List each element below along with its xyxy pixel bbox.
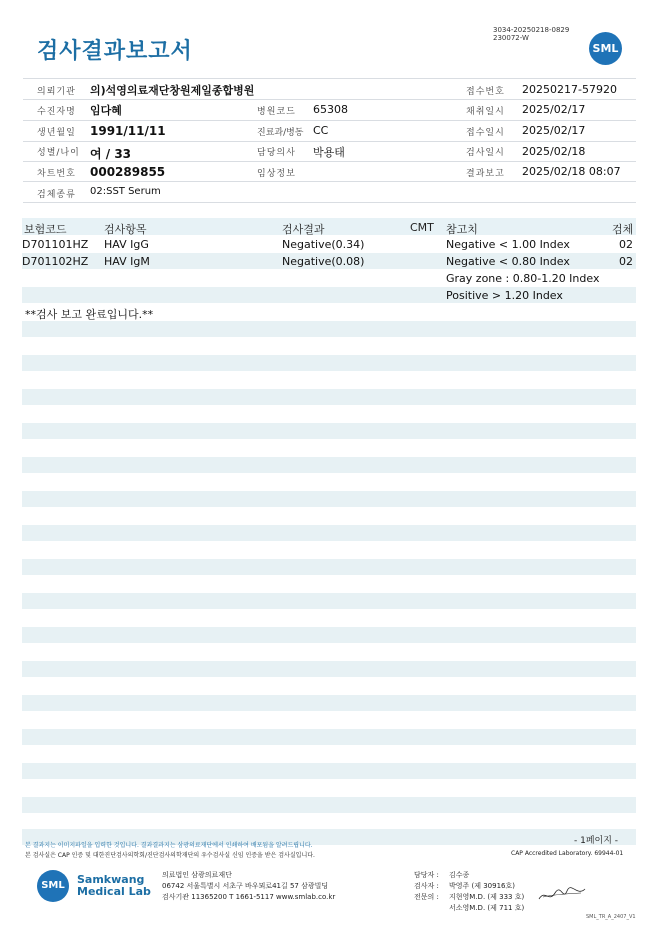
signature-icon bbox=[537, 885, 587, 905]
table-stripe bbox=[22, 525, 636, 541]
staff-values bbox=[449, 870, 524, 914]
cap-accreditation: CAP Accredited Laboratory. 69944-01 bbox=[511, 850, 624, 857]
staff3-value: 지현영M.D. (제 333 호) bbox=[449, 893, 525, 901]
receipt-date-value: 2025/02/17 bbox=[522, 124, 586, 137]
table-stripe bbox=[22, 321, 636, 337]
patient-label: 수진자명 bbox=[37, 107, 76, 117]
divider bbox=[23, 141, 636, 142]
row2-item: HAV IgM bbox=[104, 255, 150, 268]
staff3-label: 전문의 : bbox=[414, 893, 439, 901]
col-header-specimen: 검체 bbox=[612, 223, 634, 236]
row1-code: D701101HZ bbox=[22, 238, 89, 251]
row2-specimen: 02 bbox=[619, 255, 633, 268]
org-name: 의료법인 삼광의료재단 bbox=[162, 871, 232, 879]
notice-image-file: 본 결과지는 이미지파일을 입력한 것입니다. 결과결과지는 삼광의료재단에서 인쇄하여 배포됨을 알려드립니다. bbox=[25, 842, 313, 849]
receipt-no-value: 20250217-57920 bbox=[522, 83, 617, 96]
sex-age-value: 여 / 33 bbox=[90, 147, 132, 161]
table-stripe bbox=[22, 695, 636, 711]
col-header-code: 보험코드 bbox=[24, 223, 67, 236]
form-code: SML_TR_A_2407_V1 bbox=[586, 914, 636, 920]
org-address: 06742 서울특별시 서초구 바우뫼로41길 57 삼광빌딩 bbox=[162, 882, 329, 890]
collect-date-value: 2025/02/17 bbox=[522, 103, 586, 116]
divider bbox=[23, 202, 636, 203]
test-date-label: 검사일시 bbox=[466, 148, 505, 158]
dob-label: 생년월일 bbox=[37, 128, 76, 138]
staff2-label: 검사자 : bbox=[414, 882, 439, 890]
row1-item: HAV IgG bbox=[104, 238, 149, 251]
row1-specimen: 02 bbox=[619, 238, 633, 251]
staff1-label: 담당자 : bbox=[414, 871, 439, 879]
row1-ref: Negative < 1.00 Index bbox=[446, 238, 570, 251]
footer-sml-logo: SML bbox=[37, 870, 69, 902]
table-stripe bbox=[22, 423, 636, 439]
collect-date-label: 채취일시 bbox=[466, 107, 505, 117]
dob-value: 1991/11/11 bbox=[90, 124, 166, 138]
table-stripe bbox=[22, 729, 636, 745]
document-number bbox=[493, 26, 569, 42]
dept-value: CC bbox=[313, 124, 329, 137]
receipt-no-label: 접수번호 bbox=[466, 87, 505, 97]
test-date-value: 2025/02/18 bbox=[522, 145, 586, 158]
requester-value: 의)석영의료재단창원제일종합병원 bbox=[90, 84, 255, 97]
divider bbox=[23, 99, 636, 100]
table-stripe bbox=[22, 457, 636, 473]
table-stripe bbox=[22, 661, 636, 677]
ref-positive: Positive > 1.20 Index bbox=[446, 289, 563, 302]
divider bbox=[23, 78, 636, 79]
brand-line1: Samkwang bbox=[77, 873, 145, 886]
doctor-value: 박용태 bbox=[313, 146, 345, 159]
chart-no-label: 차트번호 bbox=[37, 169, 76, 179]
staff4-value: 서소영M.D. (제 711 호) bbox=[449, 904, 525, 912]
dept-label: 진료과/병동 bbox=[257, 128, 304, 138]
document-number-line2: 230072-W bbox=[493, 34, 529, 42]
col-header-ref: 참고치 bbox=[446, 223, 478, 236]
table-stripe bbox=[22, 593, 636, 609]
org-contact: 검사기관 11365200 T 1661-5117 www.smlab.co.kr bbox=[162, 893, 336, 901]
report-date-label: 결과보고 bbox=[466, 169, 505, 179]
report-complete-note: **검사 보고 완료입니다.** bbox=[25, 308, 154, 321]
table-stripe bbox=[22, 763, 636, 779]
receipt-date-label: 접수일시 bbox=[466, 128, 505, 138]
doctor-label: 담당의사 bbox=[257, 148, 296, 158]
row2-ref: Negative < 0.80 Index bbox=[446, 255, 570, 268]
ref-gray-zone: Gray zone : 0.80-1.20 Index bbox=[446, 272, 600, 285]
table-stripe bbox=[22, 491, 636, 507]
col-header-item: 검사항목 bbox=[104, 223, 147, 236]
row2-code: D701102HZ bbox=[22, 255, 89, 268]
page-title: 검사결과보고서 bbox=[37, 39, 193, 64]
specimen-label: 검체종류 bbox=[37, 190, 76, 200]
chart-no-value: 000289855 bbox=[90, 165, 166, 179]
org-info bbox=[162, 870, 335, 903]
staff1-value: 김수종 bbox=[449, 871, 470, 879]
row1-result: Negative(0.34) bbox=[282, 238, 365, 251]
page-number: - 1페이지 - bbox=[574, 836, 619, 846]
table-stripe bbox=[22, 559, 636, 575]
staff-labels bbox=[414, 870, 439, 903]
specimen-value: 02:SST Serum bbox=[90, 186, 161, 197]
col-header-result: 검사결과 bbox=[282, 223, 325, 236]
table-stripe bbox=[22, 627, 636, 643]
divider bbox=[23, 181, 636, 182]
hospital-code-label: 병원코드 bbox=[257, 107, 296, 117]
clinical-info-label: 임상정보 bbox=[257, 169, 296, 179]
table-stripe bbox=[22, 389, 636, 405]
staff2-value: 박영주 (제 30916호) bbox=[449, 882, 515, 890]
hospital-code-value: 65308 bbox=[313, 103, 348, 116]
table-stripe bbox=[22, 355, 636, 371]
row2-result: Negative(0.08) bbox=[282, 255, 365, 268]
notice-certification: 본 검사실은 CAP 인증 및 대한진단검사의학회/진단검사의학재단의 우수검사실 신임 인증을 받은 검사실입니다. bbox=[25, 852, 315, 859]
sex-age-label: 성별/나이 bbox=[37, 148, 80, 158]
divider bbox=[23, 120, 636, 121]
document-number-line1: 3034-20250218-0829 bbox=[493, 26, 570, 34]
table-stripe bbox=[22, 797, 636, 813]
sml-logo: SML bbox=[589, 32, 622, 65]
brand-name bbox=[77, 874, 151, 898]
report-date-value: 2025/02/18 08:07 bbox=[522, 165, 621, 178]
requester-label: 의뢰기관 bbox=[37, 87, 76, 97]
patient-value: 임다혜 bbox=[90, 104, 122, 117]
brand-line2: Medical Lab bbox=[77, 885, 151, 898]
col-header-cmt: CMT bbox=[410, 221, 434, 234]
